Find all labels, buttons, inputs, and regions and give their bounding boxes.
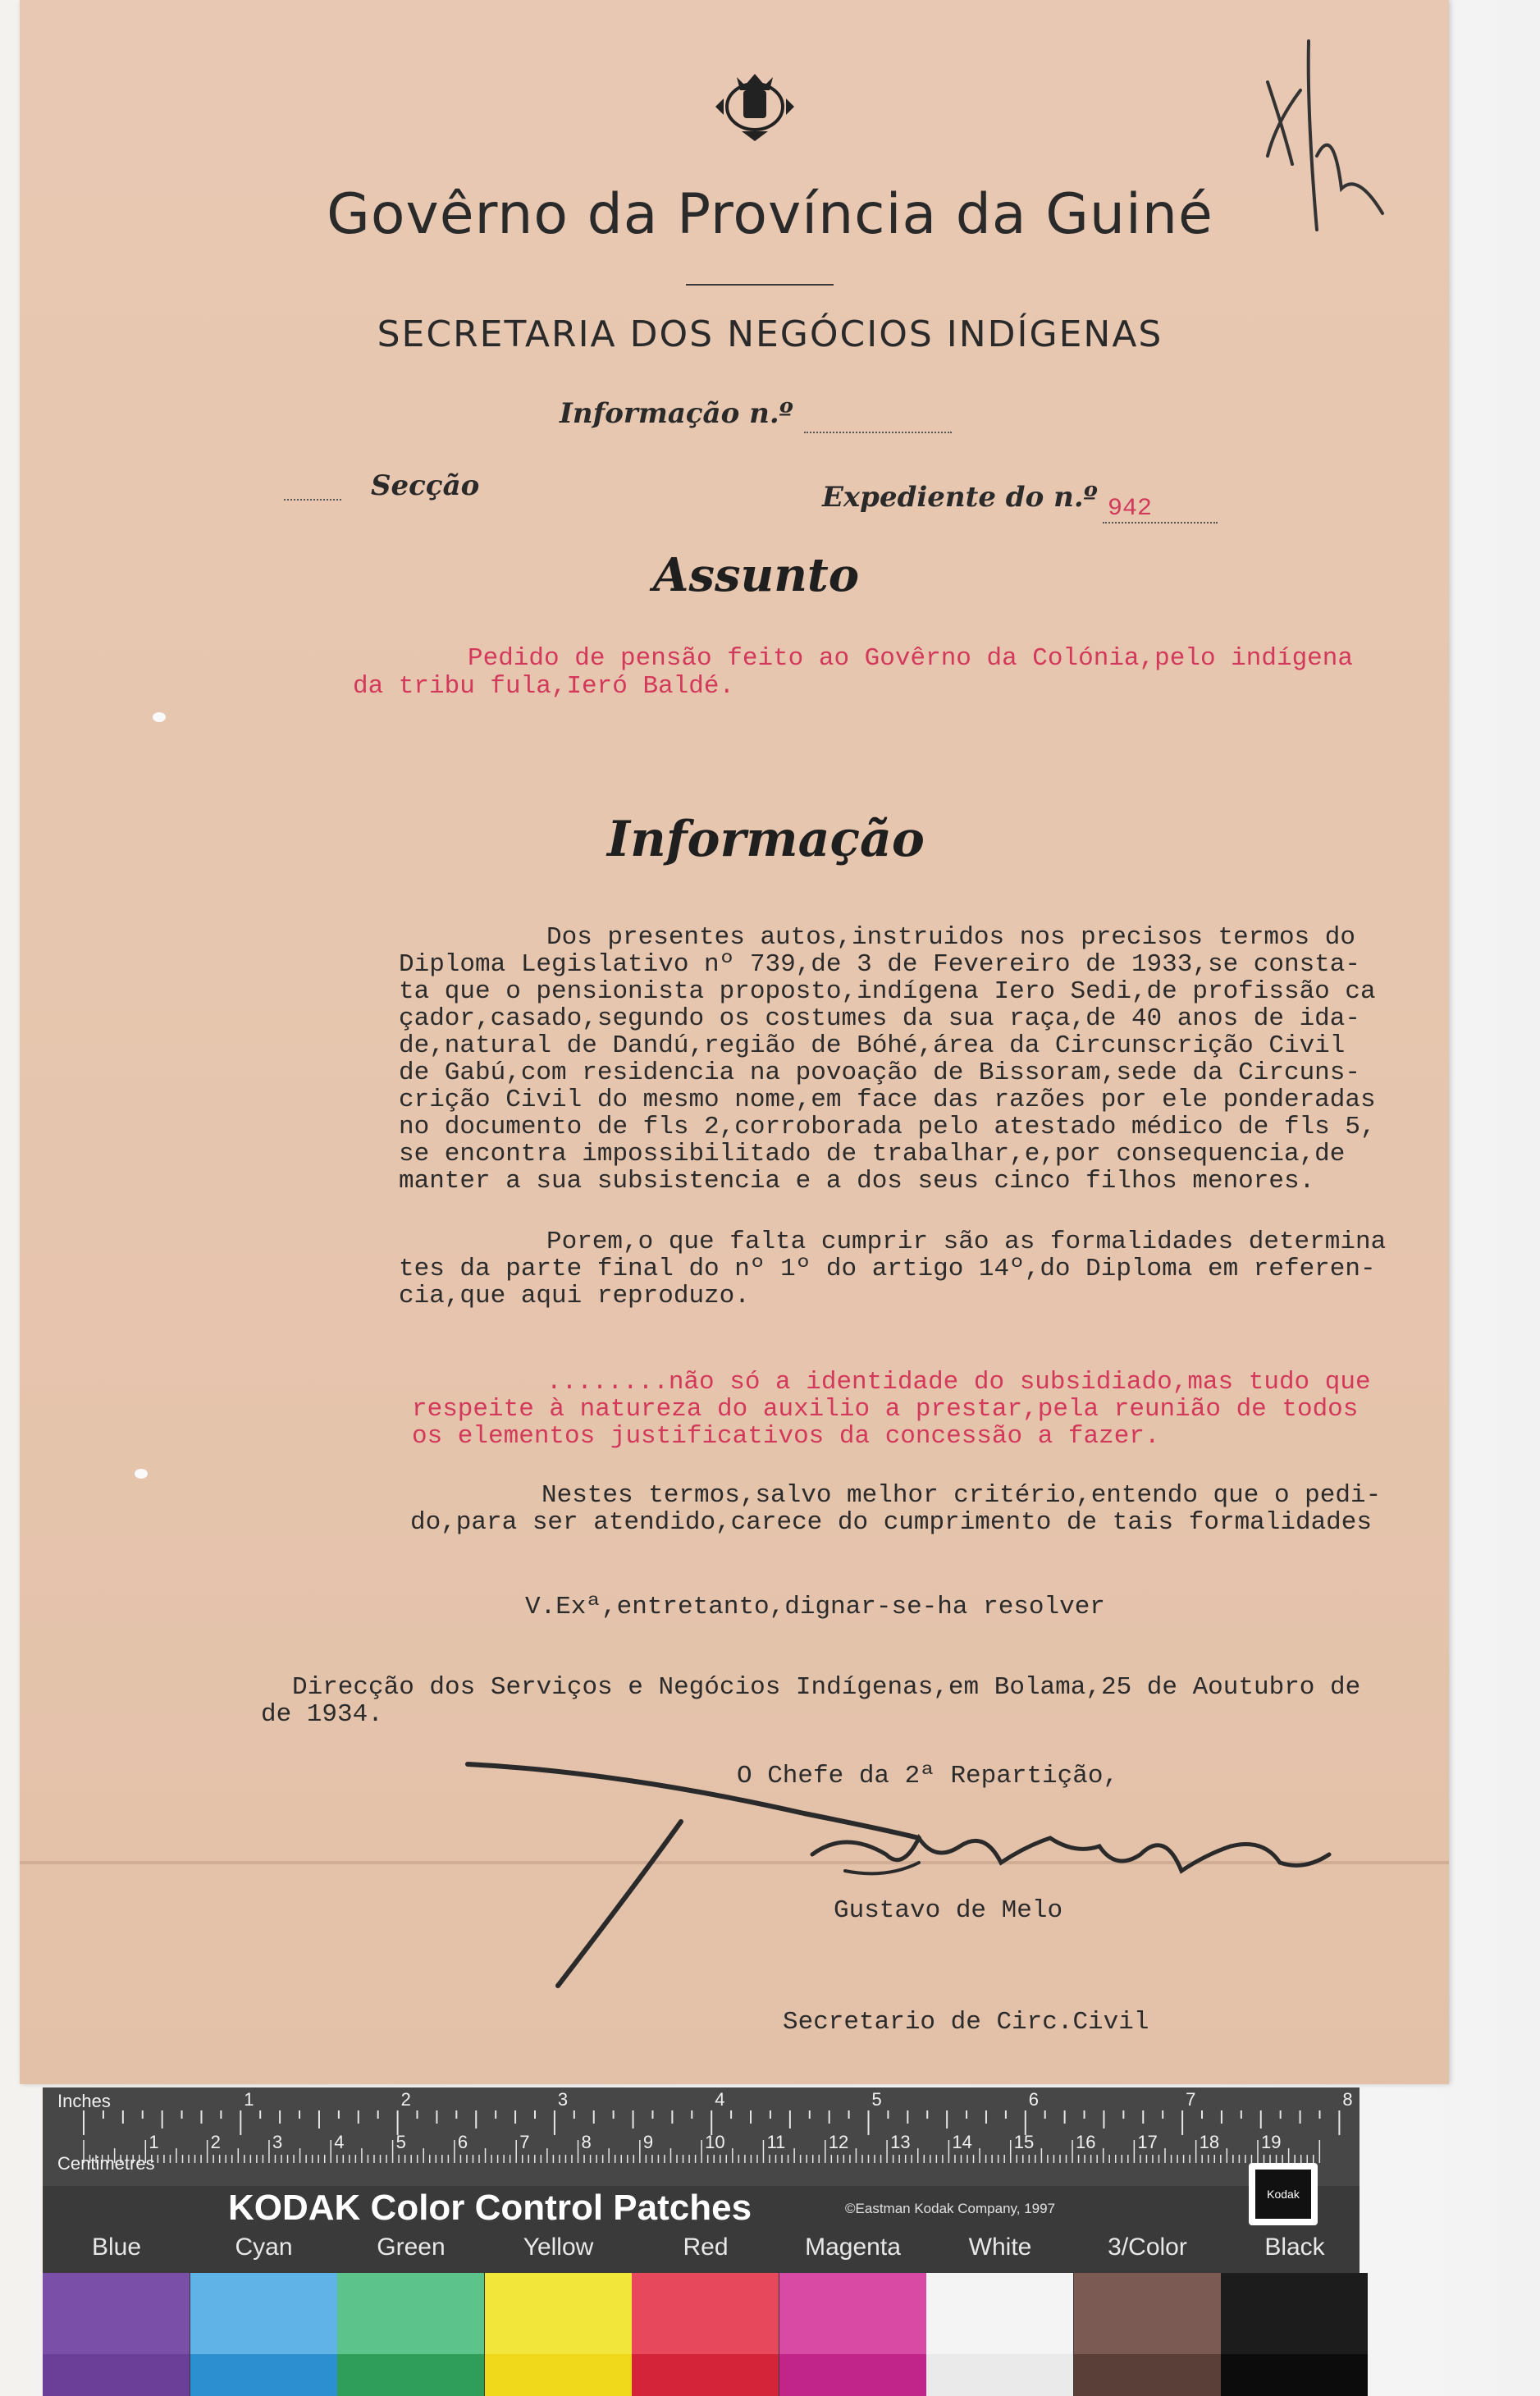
ruler-cm-number: 17	[1137, 2132, 1158, 2152]
ruler-cm-number: 13	[890, 2132, 911, 2152]
patch-label: Black	[1264, 2234, 1325, 2261]
marginal-handwritten-note	[1259, 33, 1391, 238]
ruler-cm-number: 9	[642, 2132, 654, 2152]
body-line: de Gabú,com residencia na povoação de Bissoram,sede da Circuns-	[399, 1059, 1360, 1087]
color-patch-magenta	[779, 2273, 926, 2396]
kodak-target-title: KODAK Color Control Patches	[228, 2188, 752, 2228]
body-line: se encontra impossibilitado de trabalhar,e,por consequencia,de	[399, 1140, 1346, 1168]
measurement-ruler	[43, 2087, 1359, 2186]
color-patch-blue	[43, 2273, 190, 2396]
patch-label: Yellow	[523, 2234, 594, 2261]
coat-of-arms-icon	[712, 66, 797, 144]
ruler-inch-number: 6	[1028, 2089, 1040, 2110]
ruler-ticks	[43, 2087, 1359, 2186]
quoted-line: ........não só a identidade do subsidiado,mas tudo que	[546, 1368, 1371, 1397]
punch-hole	[135, 1469, 148, 1479]
informacao-number-label: Informação n.º	[560, 397, 793, 430]
ruler-cm-number: 8	[581, 2132, 592, 2152]
kodak-logo-text: Kodak	[1255, 2170, 1311, 2219]
ruler-inch-number: 4	[715, 2089, 725, 2110]
kodak-logo	[1249, 2163, 1318, 2225]
body-line: çador,casado,segundo os costumes da sua raça,de 40 anos de ida-	[399, 1004, 1360, 1033]
body-line: no documento de fls 2,corroborada pelo atestado médico de fls 5,	[399, 1113, 1376, 1141]
body-line: crição Civil do mesmo nome,em face das razões por ele ponderadas	[399, 1086, 1376, 1114]
closing-line: V.Exª,entretanto,dignar-se-ha resolver	[525, 1593, 1105, 1621]
quoted-line: os elementos justificativos da concessão a fazer.	[412, 1422, 1160, 1451]
ruler-cm-number: 4	[334, 2132, 345, 2152]
ruler-cm-number: 3	[272, 2132, 283, 2152]
ruler-cm-number: 2	[210, 2132, 221, 2152]
ruler-cm-number: 7	[519, 2132, 530, 2152]
ruler-inch-number: 3	[557, 2089, 569, 2110]
body-line: manter a sua subsistencia e a dos seus cinco filhos menores.	[399, 1167, 1315, 1196]
ruler-cm-number: 16	[1076, 2132, 1096, 2152]
expediente-label: Expediente do n.º	[822, 481, 1098, 514]
ruler-inch-number: 1	[244, 2089, 254, 2110]
body-line: ta que o pensionista proposto,indígena Iero Sedi,de profissão ca	[399, 977, 1376, 1006]
color-patch-3-color	[1074, 2273, 1221, 2396]
ruler-cm-number: 11	[766, 2132, 786, 2152]
ruler-centimetres-label: Centimetres	[57, 2153, 155, 2174]
signer-role: Secretario de Circ.Civil	[783, 2008, 1149, 2037]
patch-label: 3/Color	[1108, 2234, 1187, 2261]
body-line: Diploma Legislativo nº 739,de 3 de Fevereiro de 1933,se consta-	[399, 950, 1360, 979]
body-line: Porem,o que falta cumprir são as formalidades determina	[546, 1228, 1387, 1256]
body-line: Dos presentes autos,instruidos nos precisos termos do	[546, 923, 1355, 952]
kodak-copyright: ©Eastman Kodak Company, 1997	[845, 2201, 1056, 2216]
ruler-cm-number: 6	[457, 2132, 468, 2152]
punch-hole	[153, 712, 166, 722]
ruler-cm-number: 10	[705, 2132, 725, 2152]
ruler-inches-label: Inches	[57, 2091, 111, 2111]
ruler-inch-number: 7	[1186, 2089, 1196, 2110]
patch-label: Red	[683, 2234, 729, 2261]
page-subtitle: SECRETARIA DOS NEGÓCIOS INDÍGENAS	[377, 313, 1163, 355]
informacao-number-field	[804, 432, 952, 433]
color-patch-cyan	[190, 2273, 337, 2396]
patch-label: Magenta	[805, 2234, 901, 2261]
quoted-line: respeite à natureza do auxilio a prestar,pela reunião de todos	[412, 1395, 1359, 1424]
ruler-cm-number: 19	[1260, 2132, 1282, 2152]
body-line: tes da parte final do nº 1º do artigo 14º,do Diploma em referen-	[399, 1255, 1376, 1283]
informacao-heading: Informação	[607, 811, 925, 868]
ruler-inch-number: 2	[400, 2089, 411, 2110]
assunto-line: da tribu fula,Ieró Baldé.	[353, 672, 735, 701]
ruler-cm-number: 18	[1199, 2132, 1220, 2152]
patch-label: Green	[377, 2234, 446, 2261]
color-patch-yellow	[485, 2273, 632, 2396]
header-divider	[686, 284, 834, 286]
chief-title: O Chefe da 2ª Repartição,	[737, 1762, 1119, 1790]
ruler-cm-number: 14	[952, 2132, 972, 2152]
patch-label: Cyan	[235, 2234, 293, 2261]
color-patch-white	[926, 2273, 1073, 2396]
expediente-number: 942	[1108, 495, 1153, 523]
color-patch-black	[1221, 2273, 1368, 2396]
body-line: cia,que aqui reproduzo.	[399, 1282, 750, 1310]
body-line: de,natural de Dandú,região de Bóhé,área da Circunscrição Civil	[399, 1031, 1346, 1060]
ruler-inch-number: 8	[1342, 2089, 1353, 2110]
seccao-label: Secção	[371, 469, 480, 502]
place-date-line: Direcção dos Serviços e Negócios Indígenas,em Bolama,25 de Aoutubro de	[292, 1673, 1361, 1702]
signer-name: Gustavo de Melo	[834, 1896, 1063, 1925]
kodak-color-target	[43, 2087, 1359, 2396]
assunto-heading: Assunto	[653, 548, 860, 602]
seccao-field	[284, 499, 341, 501]
body-line: Nestes termos,salvo melhor critério,entendo que o pedi-	[542, 1481, 1382, 1510]
body-line: do,para ser atendido,carece do cumprimento de tais formalidades	[410, 1508, 1372, 1537]
patch-label: White	[968, 2234, 1032, 2261]
ruler-cm-number: 5	[395, 2132, 406, 2152]
color-patch-red	[632, 2273, 779, 2396]
ruler-cm-number: 12	[828, 2132, 849, 2152]
page-title: Govêrno da Província da Guiné	[327, 182, 1213, 247]
assunto-line: Pedido de pensão feito ao Govêrno da Colónia,pelo indígena	[468, 644, 1353, 673]
place-date-line: de 1934.	[261, 1700, 383, 1729]
ruler-inch-number: 5	[871, 2089, 882, 2110]
ruler-cm-number: 1	[149, 2132, 159, 2152]
expediente-number-field	[1103, 522, 1218, 524]
color-patch-green	[337, 2273, 484, 2396]
ruler-cm-number: 15	[1013, 2132, 1035, 2152]
patch-label: Blue	[91, 2234, 142, 2261]
handwritten-signature	[459, 1748, 1428, 1994]
